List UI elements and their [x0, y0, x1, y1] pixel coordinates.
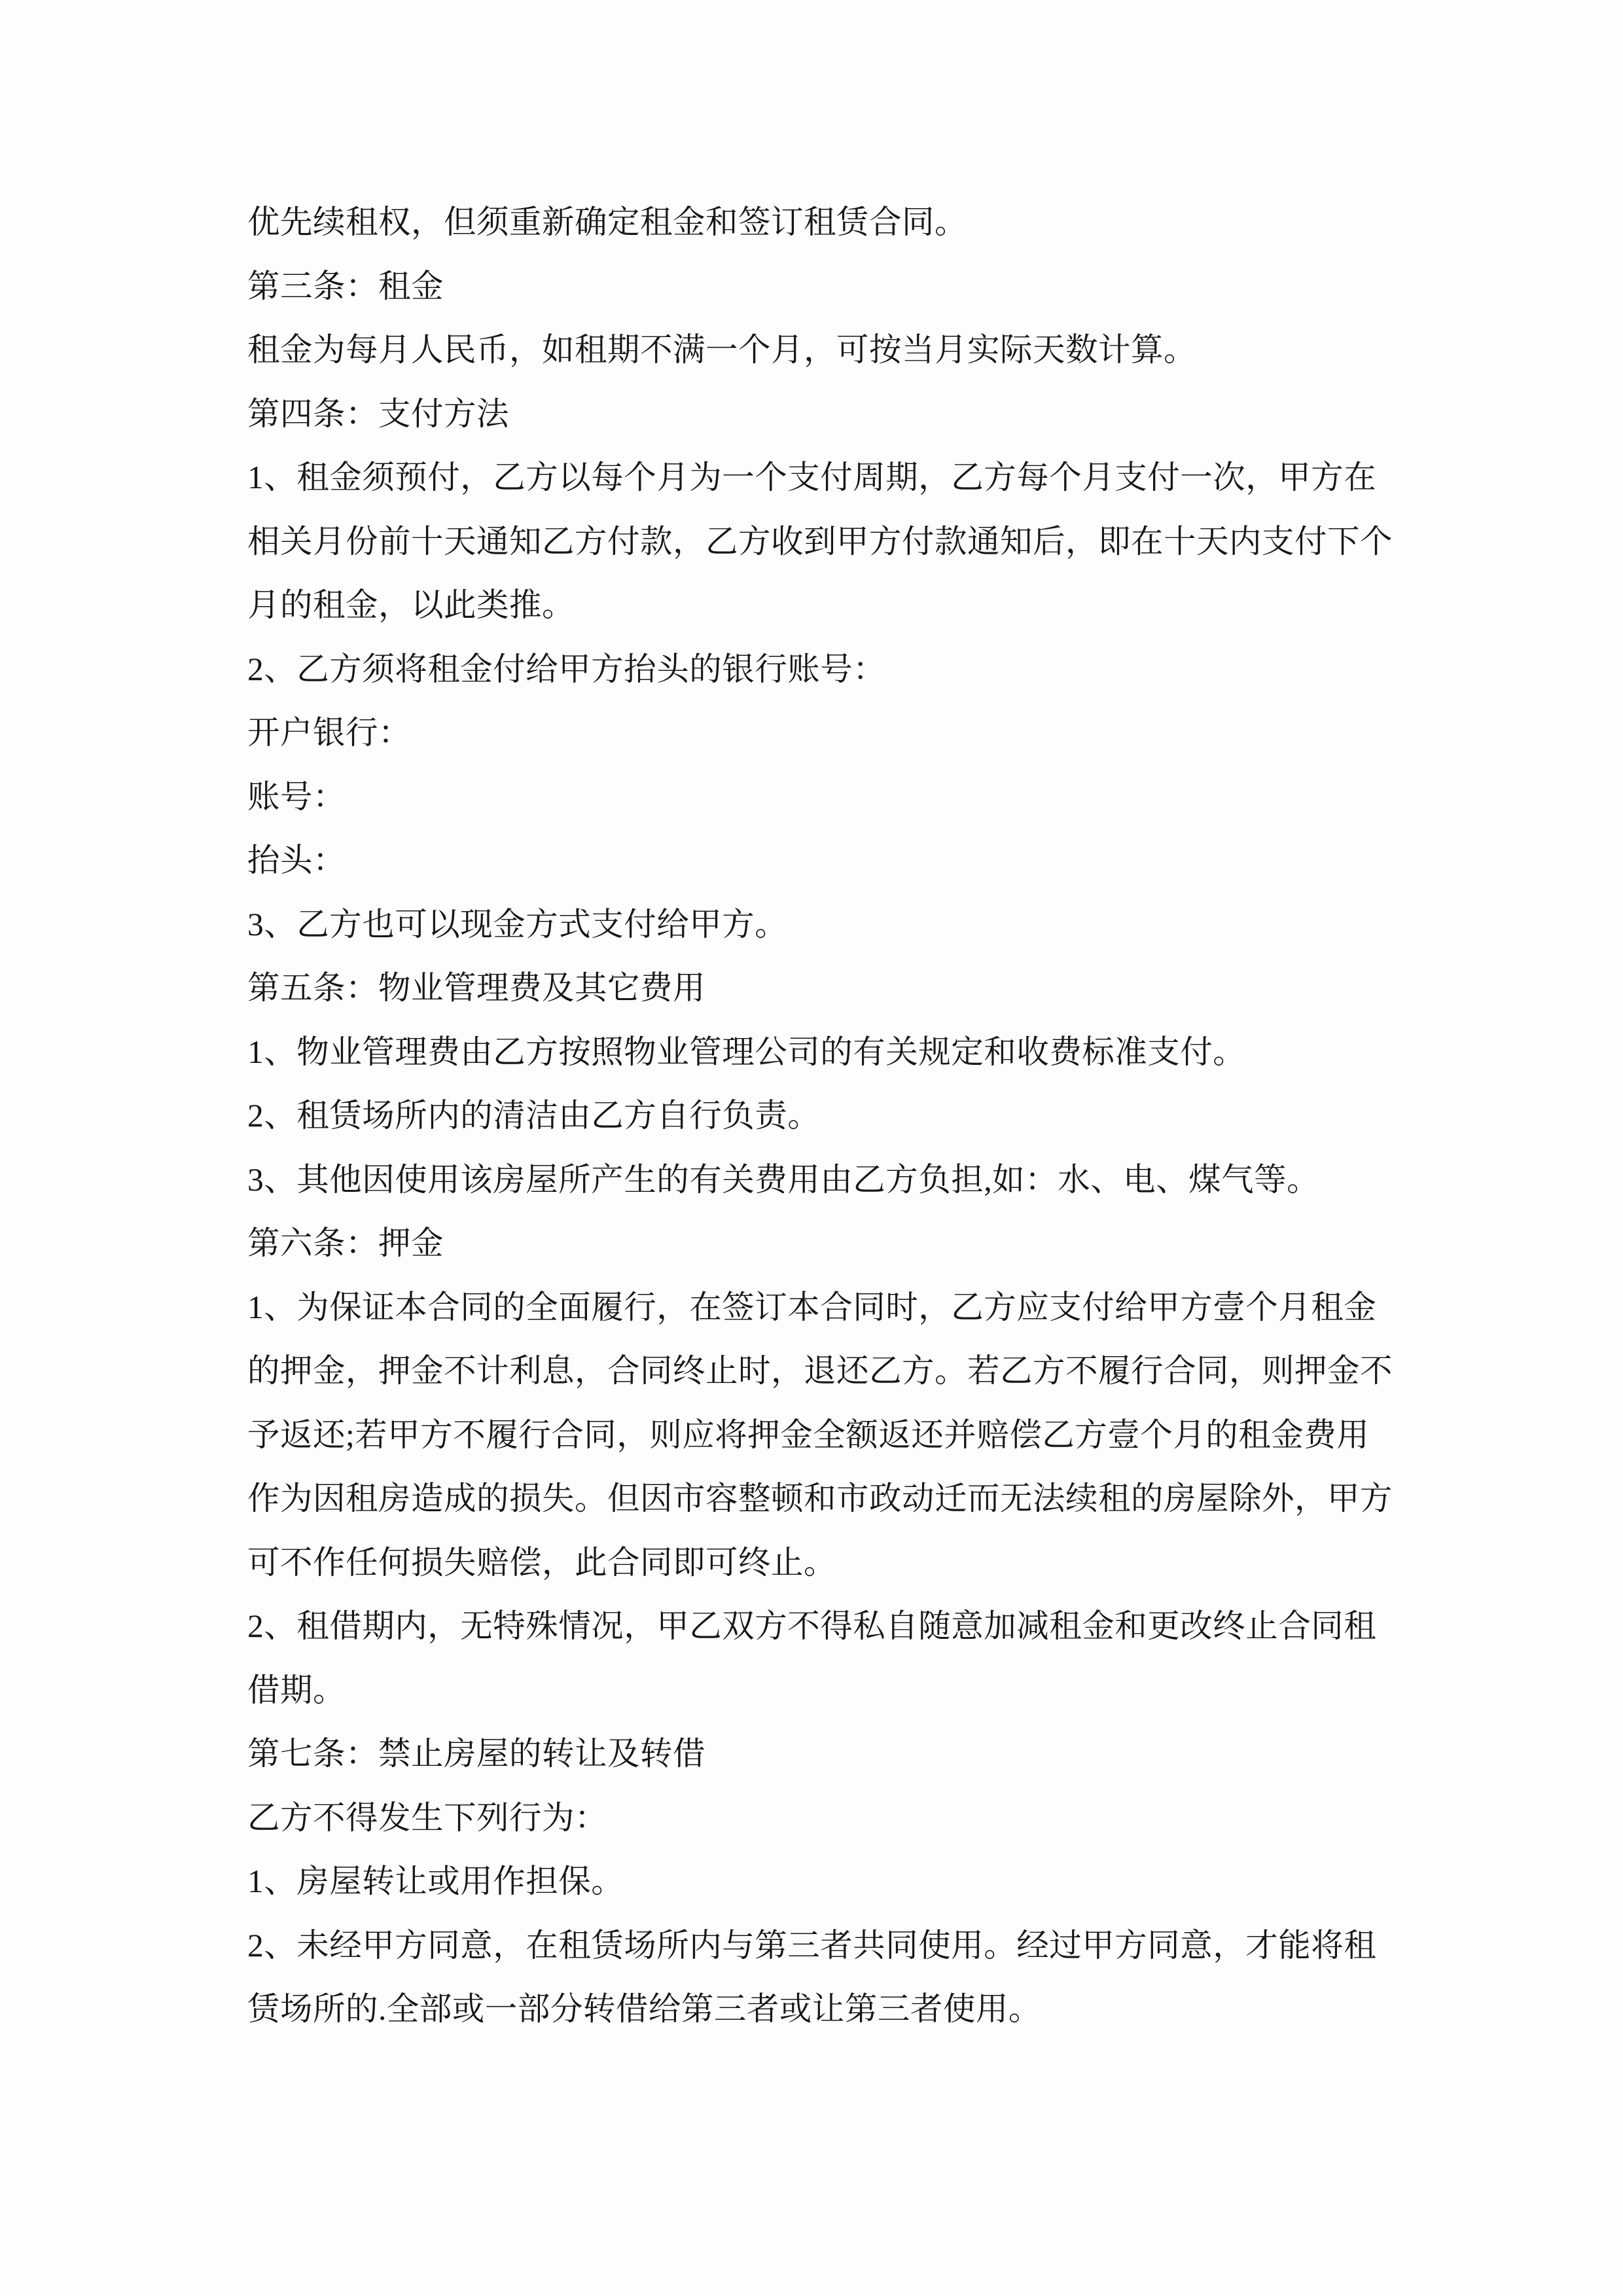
document-line: 第四条：支付方法 [247, 395, 509, 432]
document-line: 作为因租房造成的损失。但因市容整顿和市政动迁而无法续租的房屋除外，甲方 [247, 1480, 1393, 1516]
document-line: 1、租金须预付，乙方以每个月为一个支付周期，乙方每个月支付一次，甲方在 [247, 459, 1377, 495]
document-line: 第七条：禁止房屋的转让及转借 [247, 1736, 705, 1772]
document-line: 借期。 [247, 1672, 346, 1708]
document-text-block [247, 190, 1393, 2041]
document-line: 2、乙方须将租金付给甲方抬头的银行账号： [247, 651, 886, 687]
document-line: 优先续租权，但须重新确定租金和签订租赁合同。 [247, 204, 967, 240]
document-line: 3、其他因使用该房屋所产生的有关费用由乙方负担,如：水、电、煤气等。 [247, 1161, 1320, 1198]
document-line: 开户银行： [247, 715, 411, 751]
document-line: 第三条：租金 [247, 268, 444, 304]
document-line: 月的租金，以此类推。 [247, 587, 575, 623]
document-line: 1、为保证本合同的全面履行，在签订本合同时，乙方应支付给甲方壹个月租金 [247, 1289, 1377, 1325]
document-line: 第五条：物业管理费及其它费用 [247, 970, 705, 1006]
document-line: 3、乙方也可以现金方式支付给甲方。 [247, 906, 788, 942]
document-line: 予返还;若甲方不履行合同，则应将押金全额返还并赔偿乙方壹个月的租金费用 [247, 1416, 1370, 1453]
document-line: 赁场所的.全部或一部分转借给第三者或让第三者使用。 [247, 1991, 1041, 2027]
document-line: 2、租借期内，无特殊情况，甲乙双方不得私自随意加减租金和更改终止合同租 [247, 1608, 1377, 1644]
document-line: 1、物业管理费由乙方按照物业管理公司的有关规定和收费标准支付。 [247, 1033, 1246, 1070]
document-line: 的押金，押金不计利息，合同终止时，退还乙方。若乙方不履行合同，则押金不 [247, 1353, 1393, 1389]
document-line: 2、未经甲方同意，在租赁场所内与第三者共同使用。经过甲方同意，才能将租 [247, 1927, 1377, 1964]
document-line: 抬头： [247, 842, 346, 878]
document-line: 乙方不得发生下列行为： [247, 1799, 607, 1836]
document-line: 租金为每月人民币，如租期不满一个月，可按当月实际天数计算。 [247, 332, 1196, 368]
document-line: 账号： [247, 778, 346, 815]
document-line: 相关月份前十天通知乙方付款，乙方收到甲方付款通知后，即在十天内支付下个 [247, 523, 1393, 560]
document-line: 可不作任何损失赔偿，此合同即可终止。 [247, 1544, 836, 1581]
document-line: 1、房屋转让或用作担保。 [247, 1863, 624, 1899]
document-line: 第六条：押金 [247, 1225, 444, 1261]
document-line: 2、租赁场所内的清洁由乙方自行负责。 [247, 1098, 821, 1134]
